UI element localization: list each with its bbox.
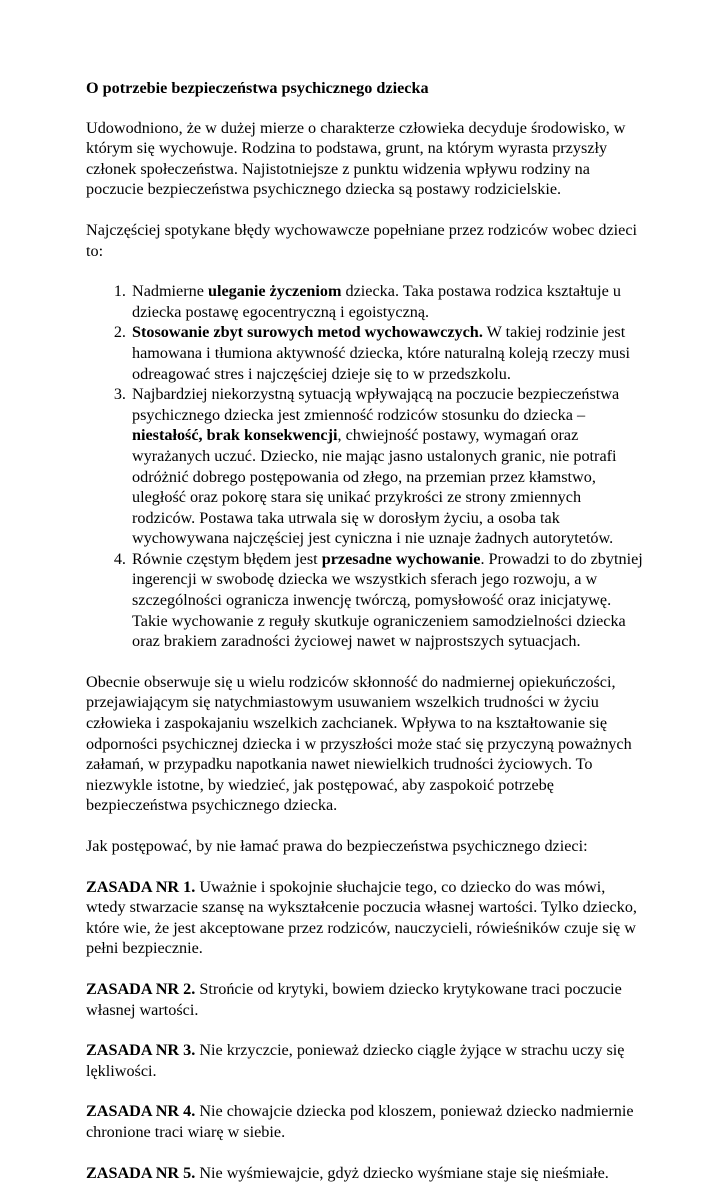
rule-text: Nie wyśmiewajcie, gdyż dziecko wyśmiane staje się nieśmiałe. (195, 1163, 609, 1182)
rule-4 (86, 1101, 646, 1142)
error-text-pre: Równie częstym błędem jest (132, 549, 322, 568)
error-text-pre: Nadmierne (132, 282, 208, 301)
document-title: O potrzebie bezpieczeństwa psychicznego dziecka (86, 79, 429, 97)
error-text-bold: przesadne wychowanie (321, 549, 481, 568)
error-text-post: W takiej rodzinie jest hamowana i tłumiona aktywność dziecka, które naturalną koleją rzeczy musi odreagować stres i najczęściej dzieje się to w przedszkolu. (132, 323, 631, 383)
intro-paragraph: Udowodniono, że w dużej mierze o charakterze człowieka decyduje środowisko, w którym się wychowuje. Rodzina to podstawa, grunt, na którym wyrasta przyszły członek społeczeństwa. Najistotniejsze z punktu widzenia wpływu rodziny na poczucie bezpieczeństwa psychicznego dziecka są postawy rodzicielskie. (86, 118, 626, 199)
error-item-3 (130, 384, 646, 549)
rule-label: ZASADA NR 5. (86, 1163, 196, 1182)
error-item-4 (130, 549, 646, 652)
error-text-post: . Prowadzi to do zbytniej ingerencji w swobodę dziecka we wszystkich sferach jego rozwoju, a w szczególności ogranicza inwencję twórczą, pomysłowość oraz inicjatywę. Takie wychowanie z reguły skutkuje ograniczeniem samodzielności dziecka oraz brakiem zaradności życiowej nawet w najprostszych sytuacjach. (132, 549, 643, 651)
error-text-bold: Stosowanie zbyt surowych metod wychowawczych. (132, 323, 483, 342)
rule-2 (86, 979, 646, 1020)
rule-label: ZASADA NR 2. (86, 979, 196, 998)
error-text-bold: niestałość, brak konsekwencji (132, 426, 338, 445)
error-text-post: , chwiejność postawy, wymagań oraz wyrażanych uczuć. Dziecko, nie mając jasno ustalonych granic, nie potrafi odróżnić dobrego postępowania od złego, na przemian przez kłamstwo, uległość oraz pokorę stara się unikać przykrości ze strony zmiennych rodziców. Postawa taka utrwala się w dorosłym życiu, a osoba tak wychowywana najczęściej jest cyniczna i nie uznaje żadnych autorytetów. (132, 426, 617, 548)
error-item-1 (130, 281, 646, 322)
rule-3 (86, 1040, 646, 1081)
error-item-2 (130, 322, 646, 384)
error-text-bold: uleganie życzeniom (207, 282, 342, 301)
rule-1 (86, 877, 646, 959)
rule-text: Strońcie od krytyki, bowiem dziecko krytykowane traci poczucie własnej wartości. (86, 979, 622, 1019)
error-text-post: dziecka. Taka postawa rodzica kształtuje u dziecka postawę egocentryczną i egoistyczną. (132, 282, 621, 321)
rule-text: Nie chowajcie dziecka pod kloszem, ponieważ dziecko nadmiernie chronione traci wiarę w siebie. (86, 1102, 634, 1141)
rule-text: Uważnie i spokojnie słuchajcie tego, co dziecko do was mówi, wtedy stwarzacie szansę na wykształcenie poczucia własnej wartości. Tylko dziecko, które wie, że jest akceptowane przez rodziców, nauczycieli, rówieśników czuje się w pełni bezpiecznie. (86, 877, 637, 958)
rule-label: ZASADA NR 3. (86, 1041, 196, 1060)
errors-list (86, 281, 646, 652)
document-page (86, 78, 646, 1203)
rule-label: ZASADA NR 4. (86, 1102, 196, 1121)
error-text-pre: Najbardziej niekorzystną sytuacją wpływającą na poczucie bezpieczeństwa psychicznego dziecka jest zmienność rodziców stosunku do dziecka – (132, 385, 620, 424)
errors-lead-paragraph: Najczęściej spotykane błędy wychowawcze popełniane przez rodziców wobec dzieci to: (86, 220, 638, 260)
rules-lead-paragraph: Jak postępować, by nie łamać prawa do bezpieczeństwa psychicznego dzieci: (86, 837, 588, 855)
rule-5 (86, 1163, 646, 1184)
rule-label: ZASADA NR 1. (86, 877, 196, 896)
overprotection-paragraph: Obecnie obserwuje się u wielu rodziców skłonność do nadmiernej opiekuńczości, przejawiającym się natychmiastowym usuwaniem wszelkich trudności w życiu człowieka i zaspokajaniu wszelkich zachcianek. Wpływa to na kształtowanie się odporności psychicznej dziecka i w przyszłości może stać się przyczyną poważnych załamań, w przypadku napotkania nawet niewielkich trudności życiowych. To niezwykle istotne, by wiedzieć, jak postępować, aby zaspokoić potrzebę bezpieczeństwa psychicznego dziecka. (86, 672, 632, 815)
rule-text: Nie krzyczcie, ponieważ dziecko ciągle żyjące w strachu uczy się lękliwości. (86, 1041, 625, 1080)
